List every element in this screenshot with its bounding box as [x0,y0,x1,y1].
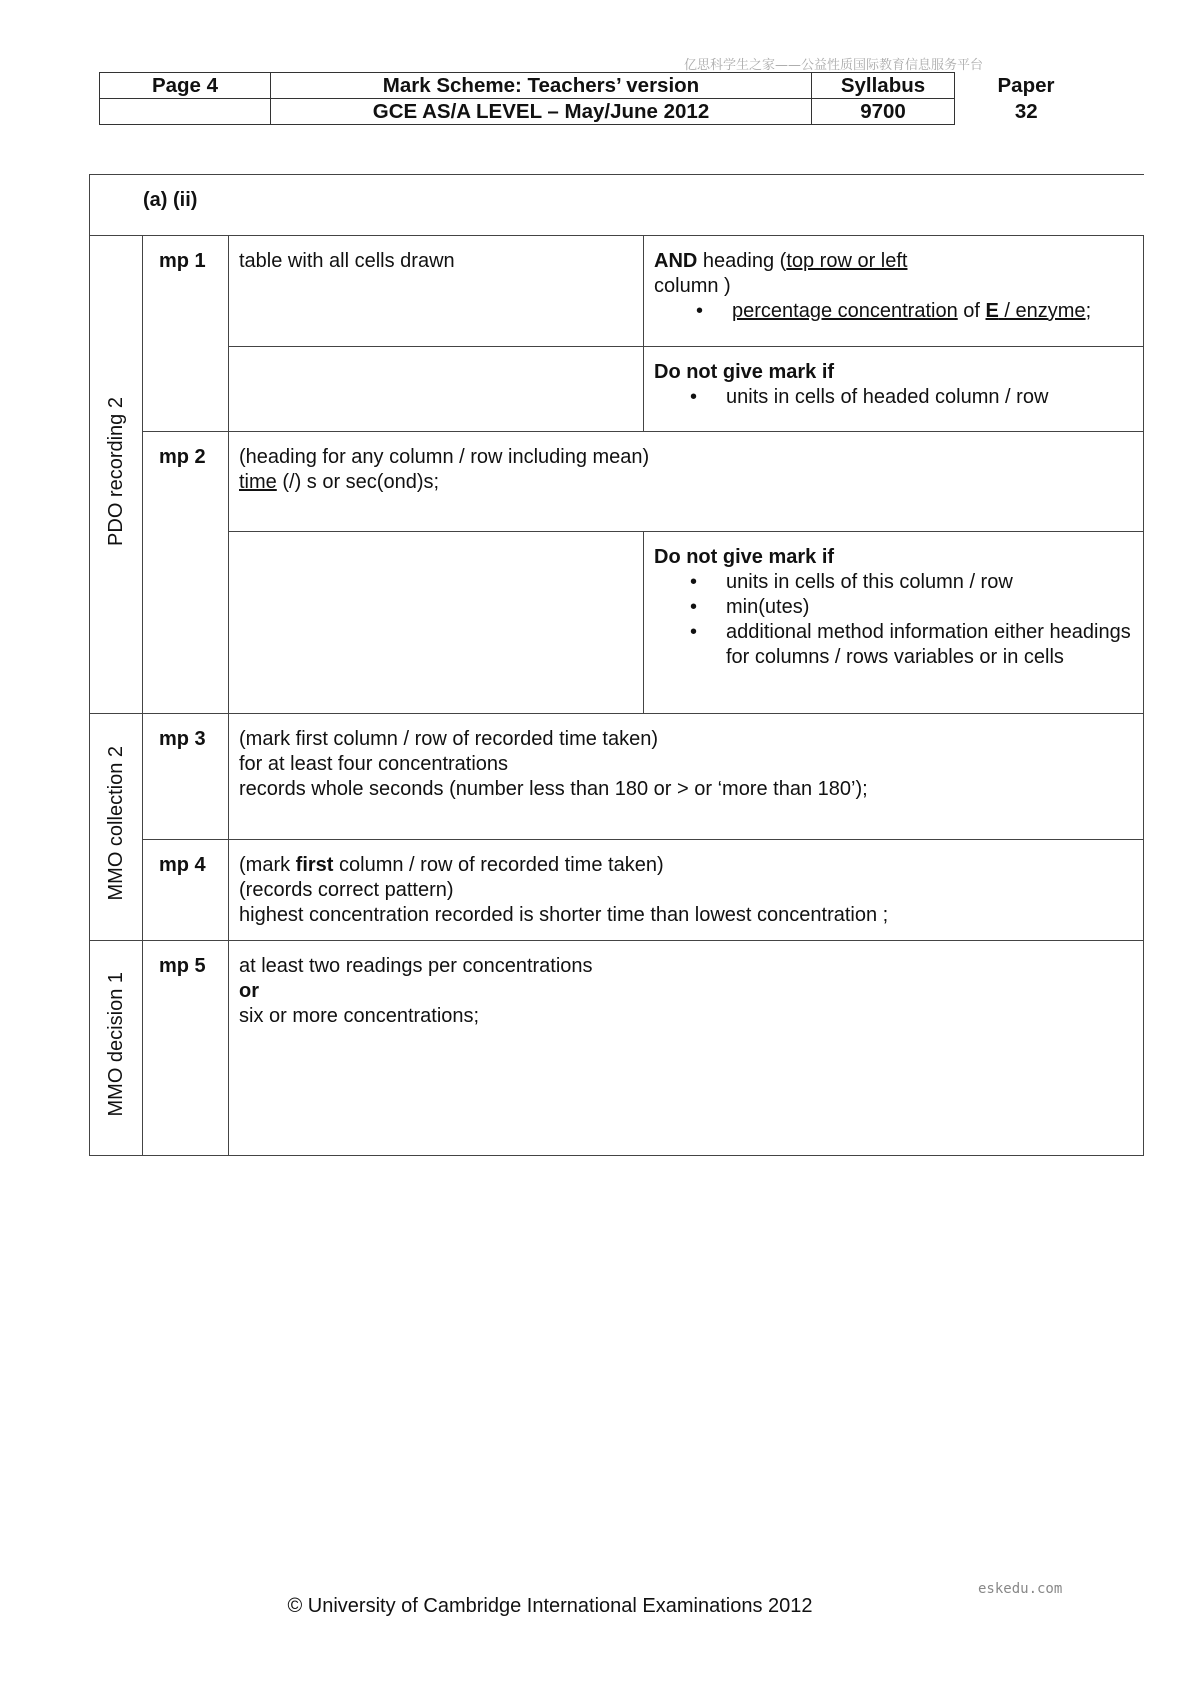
text-line: (records correct pattern) [239,879,454,901]
heading-underlined: top row or left [786,250,908,272]
group-mmo-decision [90,941,143,1156]
heading-pre: heading ( [697,250,787,272]
mp2-text [229,432,1144,532]
underlined-text: E [985,300,999,322]
text-line: for at least four concentrations [239,753,509,775]
empty-cell [229,532,644,714]
mp3-text [229,714,1144,840]
underlined-text: time [239,471,277,493]
list-item: • additional method information either headings for columns / rows variables or in cells [726,620,1133,670]
dont-give-title: Do not give mark if [654,546,835,568]
header-table [99,72,1098,125]
mp1-label: mp 1 [143,236,229,432]
empty-cell [100,99,271,125]
underlined-text: / enzyme [998,300,1086,322]
underlined-text: percentage concentration [732,300,958,322]
mp2-label: mp 2 [143,432,229,714]
or-word: or [239,980,259,1002]
text: (/) s or sec(ond)s; [276,471,440,493]
exam-session: GCE AS/A LEVEL – May/June 2012 [271,99,812,125]
text: (mark [239,854,296,876]
group-label: MMO collection 2 [104,746,127,901]
list-item [732,299,1133,324]
paper-number: 32 [1014,99,1038,123]
heading-post: column ) [654,275,731,297]
text-line: records whole seconds (number less than 180 or > or ‘more than 180’); [239,778,868,800]
copyright: © University of Cambridge International Examinations 2012 [287,1595,813,1617]
section-heading: (a) (ii) [90,175,1144,236]
text-line: at least two readings per concentrations [239,955,593,977]
mp1-right [644,236,1144,347]
dont-give-title: Do not give mark if [654,361,835,383]
mp1-dont-give [644,347,1144,432]
watermark-text: 亿思科学生之家——公益性质国际教育信息服务平台 [684,58,984,73]
text: of [957,300,986,322]
syllabus-label: Syllabus [812,73,955,99]
document-title: Mark Scheme: Teachers’ version [271,73,812,99]
page-number: Page 4 [100,73,271,99]
syllabus-code: 9700 [812,99,955,125]
group-label: MMO decision 1 [104,972,127,1117]
mp5-label: mp 5 [143,941,229,1156]
group-pdo-recording [90,236,143,714]
paper-label: Paper [997,73,1055,97]
list-item: • units in cells of this column / row [726,570,1133,595]
group-mmo-collection [90,714,143,941]
text-line: six or more concentrations; [239,1005,480,1027]
list-item: • min(utes) [726,595,1133,620]
site-mark: eskedu.com [978,1581,1063,1597]
text-line: highest concentration recorded is shorter time than lowest concentration ; [239,904,889,926]
text: column / row of recorded time taken) [333,854,664,876]
text-line: (mark first column / row of recorded time taken) [239,728,659,750]
empty-cell [229,347,644,432]
mp1-left: table with all cells drawn [229,236,644,347]
mark-scheme-table [89,174,1144,1156]
group-label: PDO recording 2 [104,396,127,546]
mp2-line1: (heading for any column / row including mean) [239,446,650,468]
mp3-label: mp 3 [143,714,229,840]
list-item: • units in cells of headed column / row [726,385,1133,410]
mp4-label: mp 4 [143,840,229,941]
mp2-dont-give [644,532,1144,714]
text: ; [1085,300,1092,322]
bold-text: first [295,854,334,876]
mp5-text [229,941,1144,1156]
and-word: AND [654,250,698,272]
mp4-text [229,840,1144,941]
